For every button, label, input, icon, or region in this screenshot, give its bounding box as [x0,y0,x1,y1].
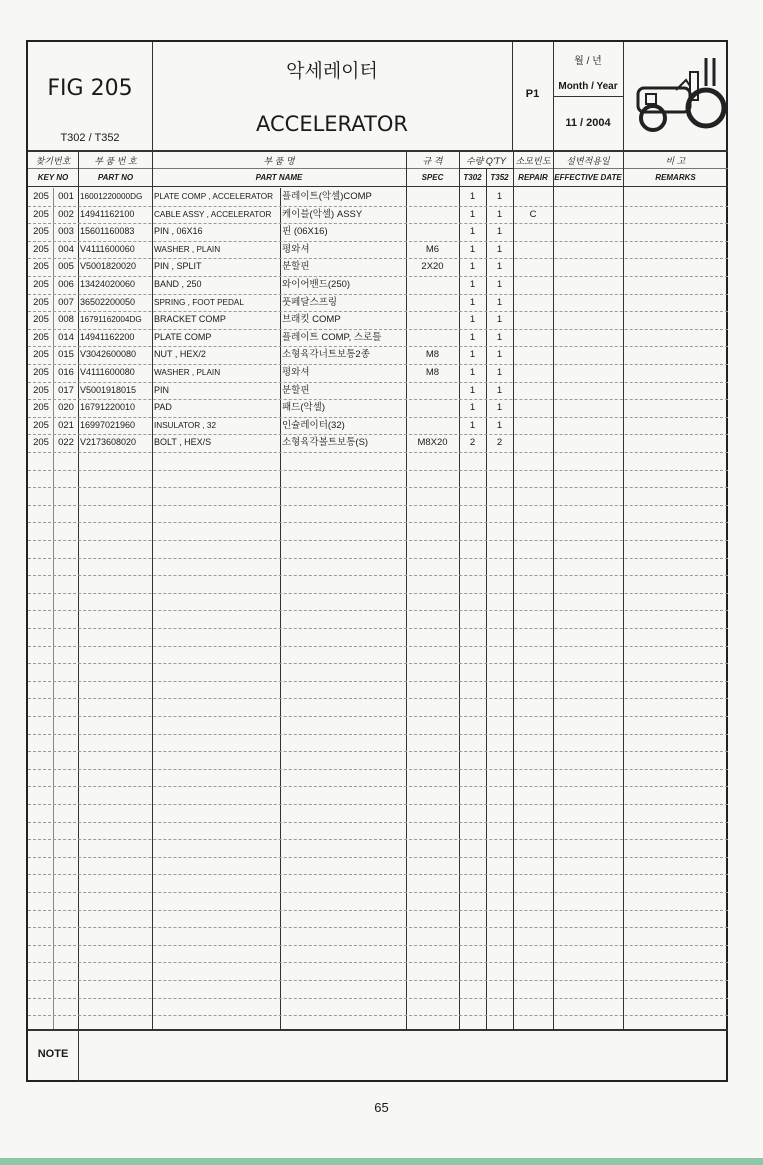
cell-part-no: 14941162200 [80,331,135,342]
cell-name-en: WASHER , PLAIN [154,368,221,377]
cell-name-en: PIN [154,384,170,395]
cell-fig: 205 [33,296,49,308]
cell-t352: 1 [496,261,503,273]
row-guide [28,487,728,488]
cell-name-ko: 분할핀 [282,261,310,273]
note-label: NOTE [37,1048,69,1060]
cell-t352: 1 [496,384,503,396]
cell-fig: 205 [33,437,49,449]
col-part-no: PART NO [97,173,134,182]
cell-name-en: PIN , SPLIT [154,261,202,272]
divider [78,1030,79,1082]
col-part-name-ko: 부 품 명 [263,156,295,166]
row-guide [28,892,728,893]
cell-name-ko: 평와셔 [282,367,310,378]
title-korean: 악세레이터 [286,60,378,82]
divider [553,152,554,1030]
row-guide [28,839,728,840]
row-guide [28,628,728,629]
cell-fig: 205 [33,349,49,361]
row-guide [28,910,728,911]
title-english: ACCELERATOR [256,112,408,136]
cell-part-no: V4111600060 [80,243,135,254]
col-spec-ko: 규 격 [422,156,443,166]
cell-t352: 1 [496,243,503,255]
row-guide [28,663,728,664]
cell-t352: 1 [496,419,503,431]
cell-name-en: BOLT , HEX/S [154,437,212,448]
date-value: 11 / 2004 [565,117,611,129]
month-year-label: Month / Year [558,81,618,92]
cell-spec: M8 [425,349,440,361]
divider [78,152,79,1030]
cell-t352: 1 [496,367,503,378]
cell-t352: 1 [496,226,503,238]
divider [280,188,281,1030]
divider [623,42,624,150]
col-repair: REPAIR [518,173,548,182]
cell-key: 015 [58,349,74,361]
fig-number: FIG 205 [47,76,133,101]
cell-part-no: 16001220000DG [80,192,143,201]
cell-t302: 1 [469,226,476,238]
row-guide [28,945,728,946]
cell-fig: 205 [33,191,49,202]
row-guide [28,786,728,787]
cell-name-en: BRACKET COMP [154,314,226,325]
models-label: T302 / T352 [60,132,120,144]
cell-name-ko: 소형육각너트보통2종 [282,349,370,361]
row-guide [28,857,728,858]
cell-spec: M6 [425,243,440,255]
cell-name-en: CABLE ASSY , ACCELERATOR [154,209,272,219]
cell-fig: 205 [33,367,49,378]
cell-key: 004 [58,243,74,255]
page-code: P1 [525,88,540,100]
row-guide [28,540,728,541]
cell-t352: 1 [496,331,503,343]
col-key-no-ko: 찾기번호 [35,156,71,166]
col-remarks: REMARKS [655,173,696,182]
page-number: 65 [374,1100,389,1115]
cell-t352: 1 [496,208,503,220]
cell-key: 020 [58,402,74,414]
col-spec: SPEC [421,173,444,182]
cell-fig: 205 [33,279,49,290]
cell-key: 003 [58,226,74,238]
col-qty-t302: T302 [463,173,482,182]
cell-t352: 2 [496,437,503,449]
cell-part-no: V5001918015 [80,384,137,395]
divider [553,96,623,97]
cell-fig: 205 [33,314,49,326]
cell-spec: M8X20 [417,437,448,449]
cell-name-en: PIN , 06X16 [154,226,203,237]
col-qty: 수량 Q'TY [465,156,507,166]
divider [406,152,407,1030]
cell-t302: 1 [469,314,476,326]
cell-t302: 1 [469,296,476,308]
cell-name-ko: 분할핀 [282,384,310,396]
cell-fig: 205 [33,226,49,238]
cell-t352: 1 [496,191,503,202]
cell-part-no: V3042600080 [80,349,137,360]
divider [513,152,514,1030]
cell-name-ko: 패드(악셀) [282,402,326,414]
row-guide [28,452,728,453]
cell-fig: 205 [33,261,49,273]
row-guide [28,874,728,875]
cell-fig: 205 [33,419,49,431]
cell-key: 006 [58,279,74,290]
cell-fig: 205 [33,402,49,414]
col-effective-ko: 설변적용일 [566,156,610,166]
cell-part-no: V2173608020 [80,437,137,448]
cell-name-en: PAD [154,402,172,413]
cell-name-ko: 브래킷 COMP [282,314,341,326]
col-part-no-ko: 부 품 번 호 [94,156,137,166]
cell-t302: 1 [469,419,476,431]
cell-name-ko: 풋페달스프링 [282,296,338,308]
cell-name-ko: 플레이트(악셀)COMP [282,191,372,202]
cell-name-ko: 핀 (06X16) [282,226,328,238]
cell-name-en: PLATE COMP , ACCELERATOR [154,192,274,201]
row-guide [28,593,728,594]
cell-t302: 1 [469,367,476,378]
row-guide [28,698,728,699]
row-guide [28,822,728,823]
cell-key: 022 [58,437,74,449]
cell-part-no: 15601160083 [80,226,135,237]
month-year-korean: 월 / 년 [574,56,602,67]
col-effective-date: EFFECTIVE DATE [554,173,622,182]
row-guide [28,610,728,611]
cell-name-ko: 와이어밴드(250) [282,279,351,290]
cell-name-ko: 평와셔 [282,243,310,255]
cell-fig: 205 [33,208,49,220]
row-guide [28,927,728,928]
cell-key: 002 [58,208,74,220]
row-guide [28,980,728,981]
col-qty-t352: T352 [490,173,509,182]
row-guide [28,522,728,523]
cell-t352: 1 [496,349,503,361]
note-divider [28,1029,728,1031]
row-guide [28,998,728,999]
row-guide [28,734,728,735]
divider [152,152,153,1030]
row-guide [28,681,728,682]
parts-table-frame [26,40,728,1082]
cell-key: 001 [58,191,74,202]
cell-part-no: 16791162004DG [80,315,142,325]
cell-name-ko: 인슐레이터(32) [282,419,345,431]
row-guide [28,962,728,963]
cell-t302: 1 [469,279,476,290]
cell-spec: 2X20 [421,261,444,273]
cell-part-no: V5001820020 [80,261,137,272]
cell-t302: 1 [469,261,476,273]
cell-key: 016 [58,367,74,378]
cell-fig: 205 [33,243,49,255]
cell-t302: 2 [469,437,476,449]
col-part-name: PART NAME [255,173,303,182]
row-guide [28,804,728,805]
cell-name-en: PLATE COMP [154,331,212,342]
col-repair-ko: 소모빈도 [515,156,551,166]
cell-t302: 1 [469,402,476,414]
cell-name-en: INSULATOR , 32 [154,420,217,430]
row-guide [28,1015,728,1016]
cell-name-en: NUT , HEX/2 [154,349,206,360]
row-guide [28,470,728,471]
cell-name-en: SPRING , FOOT PEDAL [154,297,244,307]
cell-t352: 1 [496,296,503,308]
cell-fig: 205 [33,384,49,396]
row-guide [28,769,728,770]
row-guide [28,558,728,559]
row-guide [28,505,728,506]
cell-part-no: 16791220010 [80,402,136,413]
cell-part-no: V4111600080 [80,367,135,377]
col-remarks-ko: 비 고 [665,156,686,166]
row-guide [28,646,728,647]
cell-t302: 1 [469,349,476,361]
cell-repair: C [529,208,537,220]
cell-part-no: 16997021960 [80,419,136,430]
row-guide [28,575,728,576]
cell-t302: 1 [469,243,476,255]
cell-name-ko: 소형육각볼트보통(S) [282,437,369,449]
cell-t352: 1 [496,402,503,414]
tractor-icon [628,50,726,136]
cell-spec: M8 [425,367,440,378]
cell-name-ko: 플레이트 COMP, 스로틀 [282,331,382,343]
cell-t352: 1 [496,279,503,290]
cell-t302: 1 [469,208,476,220]
cell-name-ko: 케이블(악셀) ASSY [282,208,363,220]
col-key-no: KEY NO [37,173,69,182]
divider [623,152,624,1030]
cell-fig: 205 [33,331,49,343]
cell-key: 021 [58,419,74,431]
cell-part-no: 36502200050 [80,296,136,307]
cell-part-no: 14941162100 [80,208,135,219]
cell-t352: 1 [496,314,503,326]
cell-key: 014 [58,331,74,343]
cell-name-en: WASHER , PLAIN [154,244,221,254]
cell-name-en: BAND , 250 [154,279,202,289]
cell-t302: 1 [469,191,476,202]
cell-key: 007 [58,296,74,308]
cell-key: 005 [58,261,74,273]
cell-t302: 1 [469,331,476,343]
cell-key: 017 [58,384,74,396]
bottom-band [0,1158,763,1165]
cell-part-no: 13424020060 [80,279,136,289]
row-guide [28,751,728,752]
cell-t302: 1 [469,384,476,396]
row-guide [28,716,728,717]
cell-key: 008 [58,314,74,326]
